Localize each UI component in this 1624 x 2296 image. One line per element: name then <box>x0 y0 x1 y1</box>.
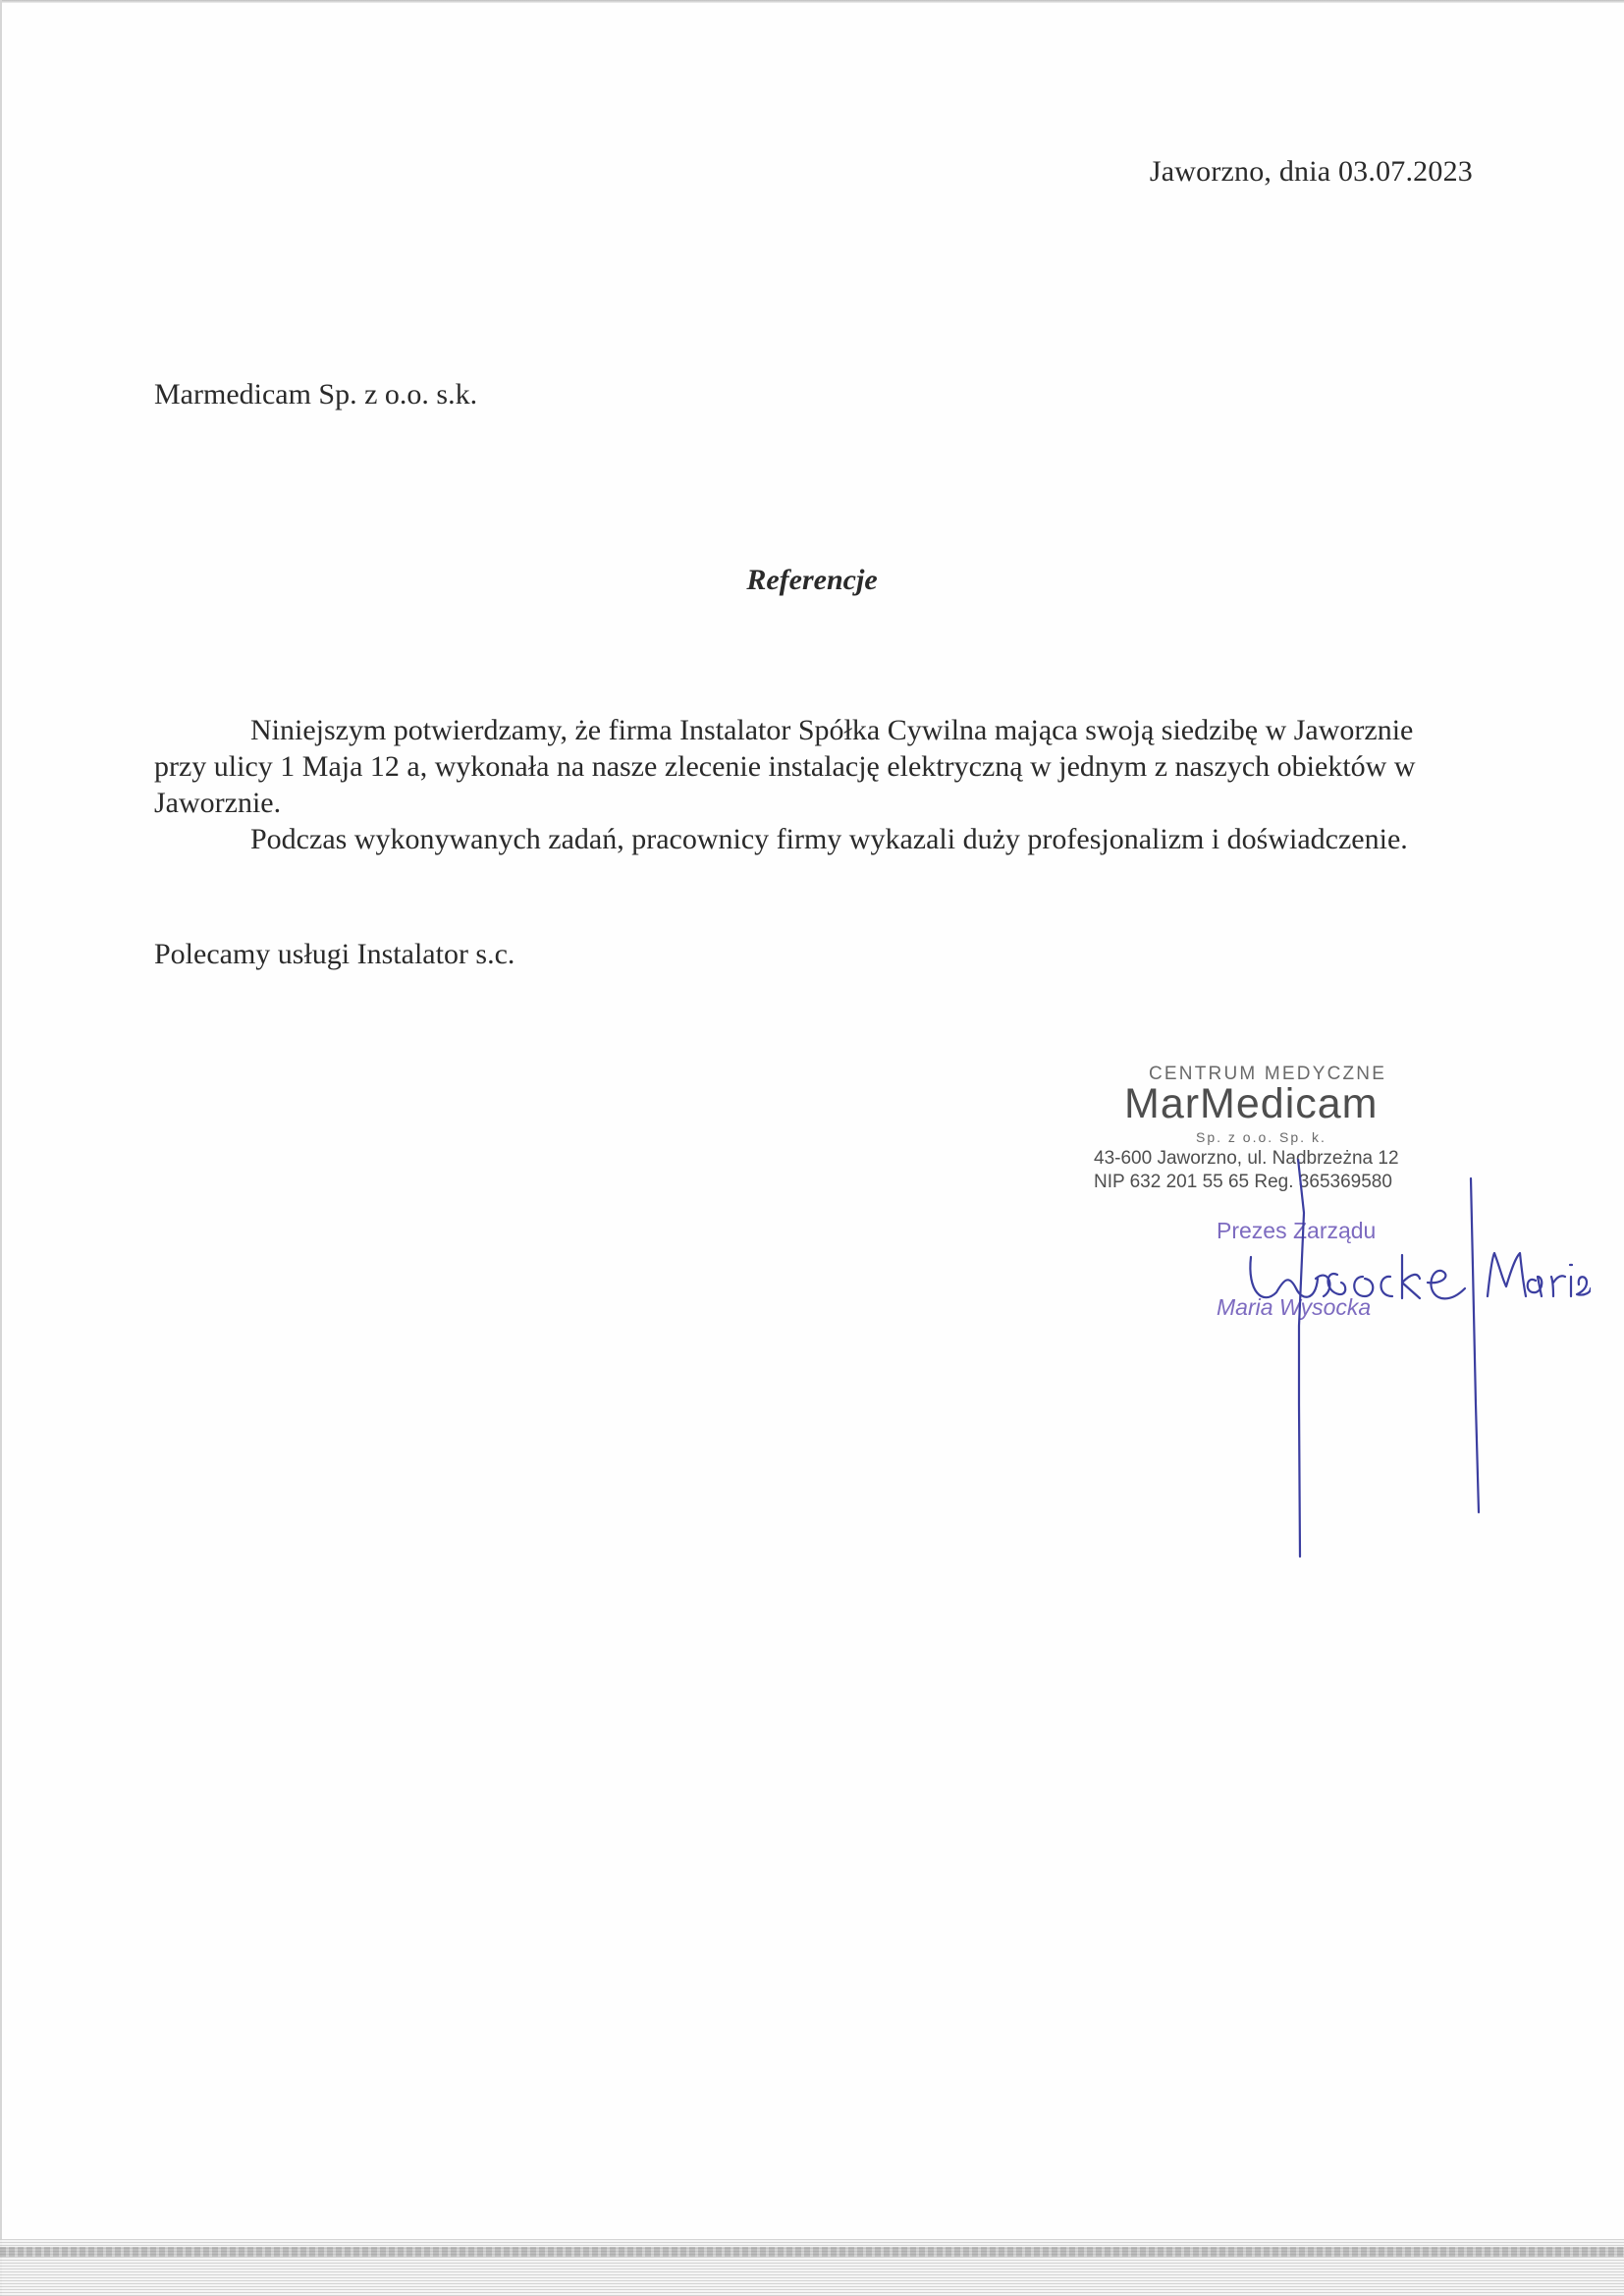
stamp-line-center: CENTRUM MEDYCZNE <box>1149 1064 1387 1084</box>
stamp-line-address: 43-600 Jaworzno, ul. Nadbrzeżna 12 <box>1094 1148 1399 1169</box>
paragraph-2: Podczas wykonywanych zadań, pracownicy firmy wykazali duży profesjonalizm i doświadczenie. <box>250 823 1408 855</box>
role-stamp: Prezes Zarządu <box>1217 1218 1377 1243</box>
handwritten-signature <box>1208 1159 1591 1571</box>
name-stamp: Maria Wysocka <box>1217 1294 1372 1320</box>
stamp-line-legal-form: Sp. z o.o. Sp. k. <box>1196 1129 1326 1145</box>
body-text <box>154 712 1470 857</box>
stamp-line-name: MarMedicam <box>1124 1080 1379 1127</box>
recipient: Marmedicam Sp. z o.o. s.k. <box>154 378 478 410</box>
scan-left-edge <box>0 0 2 2296</box>
document-title: Referencje <box>746 564 878 596</box>
paragraph-1: Niniejszym potwierdzamy, że firma Instalator Spółka Cywilna mająca swoją siedzibę w Jaworznie przy ulicy 1 Maja 12 a, wykonała na nasze zlecenie instalację elektryczną w jednym z naszych obiektów w Jaworznie. <box>154 714 1416 819</box>
date-line: Jaworzno, dnia 03.07.2023 <box>1149 155 1473 188</box>
scan-bottom-noise <box>0 2247 1624 2257</box>
scan-top-edge <box>0 0 1624 3</box>
stamp-line-nip: NIP 632 201 55 65 Reg. 365369580 <box>1094 1172 1392 1192</box>
closing-line: Polecamy usługi Instalator s.c. <box>154 938 515 970</box>
